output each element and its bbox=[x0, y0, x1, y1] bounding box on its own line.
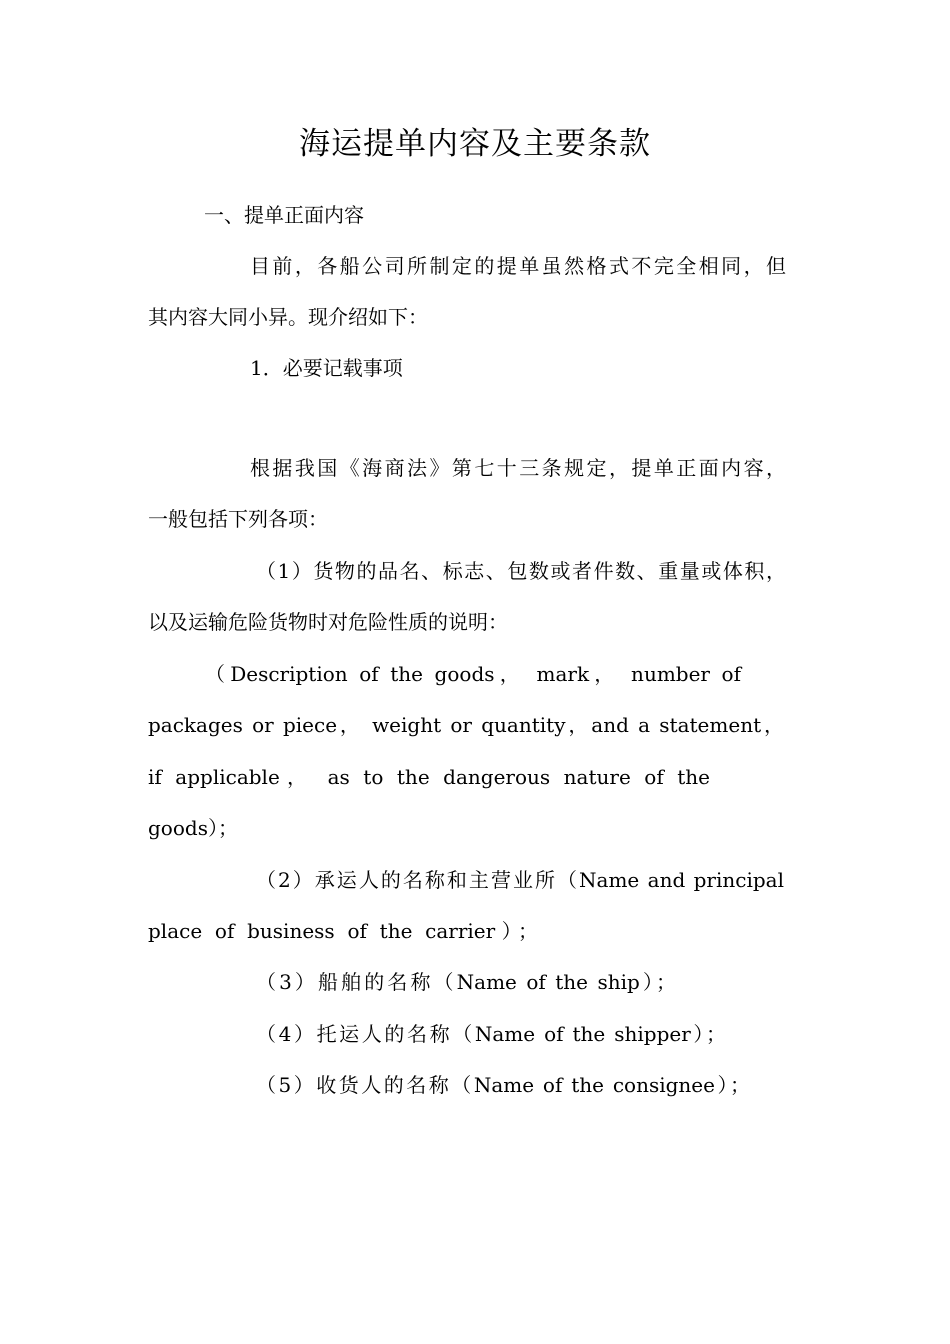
clause5-line: （5）收货人的名称（Name of the consignee）； bbox=[256, 1073, 750, 1097]
law-line-1: 根据我国《海商法》第七十三条规定，提单正面内容， bbox=[250, 456, 786, 480]
page-title: 海运提单内容及主要条款 bbox=[299, 126, 651, 162]
clause4-line: （4）托运人的名称（Name of the shipper）； bbox=[256, 1022, 726, 1046]
clause1-english-line-4: goods）； bbox=[148, 816, 238, 840]
clause1-line-2: 以及运输危险货物时对危险性质的说明： bbox=[148, 610, 508, 634]
clause1-english-line-1: （Description of the goods， mark， number of bbox=[205, 662, 741, 686]
clause1-line-1: （1）货物的品名、标志、包数或者件数、重量或体积， bbox=[256, 559, 786, 583]
law-line-2: 一般包括下列各项： bbox=[148, 507, 328, 531]
intro-line-2: 其内容大同小异。现介绍如下： bbox=[148, 305, 428, 329]
clause1-english-line-3: if applicable， as to the dangerous nature of the bbox=[148, 765, 710, 789]
section-heading: 一、提单正面内容 bbox=[204, 203, 364, 227]
clause1-english-line-2: packages or piece， weight or quantity，and a statement， bbox=[148, 713, 784, 737]
intro-line-1: 目前，各船公司所制定的提单虽然格式不完全相同，但 bbox=[250, 254, 786, 278]
item-heading: 1．必要记载事项 bbox=[250, 356, 403, 380]
clause2-line-1: （2）承运人的名称和主营业所（Name and principal bbox=[256, 868, 784, 892]
clause3-line: （3）船舶的名称（Name of the ship）； bbox=[256, 970, 676, 994]
clause2-line-2: place of business of the carrier）； bbox=[148, 919, 538, 943]
